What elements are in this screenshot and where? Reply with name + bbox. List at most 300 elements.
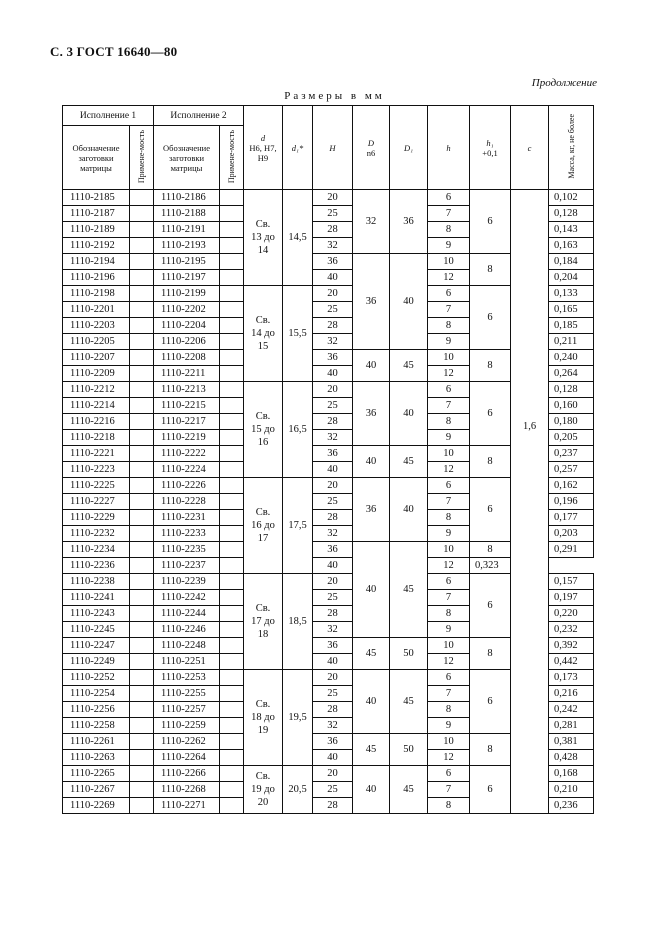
D1-cell: 40 [390,254,428,350]
H-cell: 20 [313,766,353,782]
h1-cell: 8 [470,734,511,766]
v2-applicability [220,382,244,398]
v1-designation: 1110-2189 [63,222,130,238]
mass-cell: 0,236 [549,798,594,814]
v2-applicability [220,366,244,382]
v1-designation: 1110-2218 [63,430,130,446]
H-cell: 36 [313,734,353,750]
d1-cell: 17,5 [283,478,313,574]
v1-applicability [130,238,154,254]
version2-header: Исполнение 2 [154,106,244,126]
v2-designation: 1110-2251 [154,654,220,670]
v2-applicability [220,638,244,654]
v2-designation: 1110-2242 [154,590,220,606]
d-range-cell: Св. 14 до 15 [244,286,283,382]
mass-cell: 0,216 [549,686,594,702]
d1-cell: 18,5 [283,574,313,670]
v1-applicability [130,766,154,782]
h1-cell: 6 [470,382,511,446]
v1-applicability [130,558,154,574]
mass-cell: 0,197 [549,590,594,606]
H-cell: 32 [313,334,353,350]
v1-applicability [130,526,154,542]
v2-designation: 1110-2188 [154,206,220,222]
d-header: d Н6, Н7, Н9 [244,106,283,190]
v1-applicability [130,702,154,718]
mass-cell: 0,291 [549,542,594,558]
mass-cell: 0,157 [549,574,594,590]
mass-cell: 0,323 [470,558,511,574]
v2-applicability [220,782,244,798]
v2-applicability [220,286,244,302]
v2-designation: 1110-2213 [154,382,220,398]
v2-applicability [220,254,244,270]
v2-designation: 1110-2193 [154,238,220,254]
D-cell: 32 [353,190,390,254]
v1-designation: 1110-2267 [63,782,130,798]
v1-applicability [130,718,154,734]
v1-applicability [130,638,154,654]
h1-cell: 6 [470,574,511,638]
v2-applicability [220,622,244,638]
h-cell: 6 [428,574,470,590]
v1-applicability [130,286,154,302]
h1-cell: 6 [470,190,511,254]
v1-designation: 1110-2229 [63,510,130,526]
v1-applicability [130,334,154,350]
mass-cell: 0,381 [549,734,594,750]
H-cell: 20 [313,574,353,590]
D1-cell: 50 [390,638,428,670]
h-cell: 7 [428,398,470,414]
v2-applicability [220,238,244,254]
H-cell: 25 [313,398,353,414]
H-cell: 28 [313,798,353,814]
v1-designation: 1110-2249 [63,654,130,670]
v1-designation: 1110-2236 [63,558,130,574]
v2-designation: 1110-2204 [154,318,220,334]
mass-cell: 0,240 [549,350,594,366]
v2-applicability [220,718,244,734]
v2-designation: 1110-2255 [154,686,220,702]
v1-applicability [130,462,154,478]
H-cell: 28 [313,510,353,526]
table-row [63,190,594,206]
h1-cell: 8 [470,542,511,558]
mass-cell: 0,281 [549,718,594,734]
H-cell: 28 [313,606,353,622]
v1-designation: 1110-2214 [63,398,130,414]
mass-cell: 0,428 [549,750,594,766]
v1-applicability [130,574,154,590]
v2-designation: 1110-2195 [154,254,220,270]
v1-applicability [130,302,154,318]
v2-applicability [220,654,244,670]
v1-applicability [130,670,154,686]
v1-applicability [130,782,154,798]
v2-designation: 1110-2259 [154,718,220,734]
v1-designation: 1110-2261 [63,734,130,750]
d1-header: d₁* [283,106,313,190]
v2-designation: 1110-2197 [154,270,220,286]
h-cell: 12 [428,654,470,670]
v2-designation: 1110-2264 [154,750,220,766]
v2-applicability [220,206,244,222]
mass-cell: 0,442 [549,654,594,670]
v1-designation: 1110-2263 [63,750,130,766]
v1-designation: 1110-2225 [63,478,130,494]
v2-applicability [220,686,244,702]
H-cell: 32 [313,430,353,446]
v1-applicability [130,254,154,270]
c-header: c [511,106,549,190]
v1-designation: 1110-2265 [63,766,130,782]
v2-designation: 1110-2206 [154,334,220,350]
H-cell: 36 [313,254,353,270]
mass-cell: 0,160 [549,398,594,414]
H-cell: 28 [313,414,353,430]
D-cell: 40 [353,350,390,382]
h-cell: 10 [428,254,470,270]
mass-cell: 0,203 [549,526,594,542]
D-cell: 36 [353,478,390,542]
h-cell: 12 [428,750,470,766]
H-cell: 32 [313,622,353,638]
v2-applicability [220,414,244,430]
h-cell: 12 [428,462,470,478]
h1-cell: 6 [470,766,511,814]
v1-designation: 1110-2196 [63,270,130,286]
h-cell: 10 [428,734,470,750]
D-header: D n6 [353,106,390,190]
v2-applicability [220,270,244,286]
v2-applicability [220,318,244,334]
mass-cell: 0,196 [549,494,594,510]
H-cell: 25 [313,782,353,798]
D1-cell: 40 [390,478,428,542]
h-cell: 6 [428,286,470,302]
v2-applicability [220,798,244,814]
d-range-cell: Св. 15 до 16 [244,382,283,478]
v1-designation: 1110-2269 [63,798,130,814]
v2-applicability [220,430,244,446]
H-cell: 40 [313,654,353,670]
v1-designation: 1110-2212 [63,382,130,398]
h-cell: 6 [428,670,470,686]
v2-designation: 1110-2219 [154,430,220,446]
h1-cell: 8 [470,446,511,478]
v1-designation: 1110-2245 [63,622,130,638]
v1-applicability [130,590,154,606]
mass-cell: 0,168 [549,766,594,782]
v1-applicability [130,206,154,222]
v1-designation: 1110-2252 [63,670,130,686]
d-range-cell: Св. 17 до 18 [244,574,283,670]
v2-designation: 1110-2226 [154,478,220,494]
v1-applicability [130,430,154,446]
v1-designation: 1110-2254 [63,686,130,702]
H-cell: 20 [313,382,353,398]
H-header: H [313,106,353,190]
H-cell: 40 [313,462,353,478]
mass-cell: 0,210 [549,782,594,798]
v1-applicability [130,686,154,702]
h1-header: h₁ +0,1 [470,106,511,190]
v2-applicability [220,526,244,542]
v1-designation: 1110-2209 [63,366,130,382]
mass-cell: 0,205 [549,430,594,446]
D1-cell: 45 [390,542,428,638]
H-cell: 25 [313,206,353,222]
v2-designation: 1110-2239 [154,574,220,590]
designation-v1-header: Обозначение заготовки матрицы [63,126,130,190]
D1-cell: 45 [390,766,428,814]
h1-cell: 8 [470,638,511,670]
D1-cell: 40 [390,382,428,446]
v2-designation: 1110-2224 [154,462,220,478]
v1-designation: 1110-2216 [63,414,130,430]
v1-designation: 1110-2201 [63,302,130,318]
v2-designation: 1110-2253 [154,670,220,686]
v1-designation: 1110-2243 [63,606,130,622]
h-cell: 8 [428,510,470,526]
version1-header: Исполнение 1 [63,106,154,126]
H-cell: 32 [313,238,353,254]
D1-cell: 45 [390,446,428,478]
h-cell: 6 [428,766,470,782]
dimensions-note: Размеры в мм [284,90,385,102]
v2-applicability [220,702,244,718]
H-cell: 36 [313,446,353,462]
v2-designation: 1110-2208 [154,350,220,366]
h1-cell: 6 [470,478,511,542]
mass-cell: 0,163 [549,238,594,254]
H-cell: 36 [313,542,353,558]
h-cell: 10 [428,638,470,654]
mass-cell: 0,128 [549,206,594,222]
D-cell: 45 [353,734,390,766]
h-cell: 8 [428,702,470,718]
h-cell: 7 [428,494,470,510]
h-cell: 7 [428,782,470,798]
d1-cell: 19,5 [283,670,313,766]
h-cell: 10 [428,542,470,558]
v1-applicability [130,222,154,238]
v2-designation: 1110-2257 [154,702,220,718]
v1-applicability [130,382,154,398]
H-cell: 40 [313,366,353,382]
mass-header: Масса, кг, не более [549,106,594,190]
h-cell: 8 [428,606,470,622]
d1-cell: 20,5 [283,766,313,814]
dimensions-table [62,105,594,814]
v2-applicability [220,574,244,590]
H-cell: 28 [313,318,353,334]
h-cell: 10 [428,446,470,462]
H-cell: 25 [313,494,353,510]
v1-designation: 1110-2207 [63,350,130,366]
v1-applicability [130,750,154,766]
v1-designation: 1110-2247 [63,638,130,654]
d-range-cell: Св. 13 до 14 [244,190,283,286]
v2-designation: 1110-2235 [154,542,220,558]
v1-applicability [130,190,154,206]
h-cell: 12 [428,366,470,382]
v2-applicability [220,542,244,558]
h-cell: 8 [428,414,470,430]
h1-cell: 8 [470,350,511,382]
D1-cell: 50 [390,734,428,766]
v2-applicability [220,510,244,526]
v1-applicability [130,654,154,670]
v2-applicability [220,590,244,606]
v2-applicability [220,446,244,462]
v1-designation: 1110-2205 [63,334,130,350]
v2-designation: 1110-2222 [154,446,220,462]
v1-designation: 1110-2223 [63,462,130,478]
v2-designation: 1110-2246 [154,622,220,638]
D-cell: 40 [353,446,390,478]
H-cell: 25 [313,686,353,702]
designation-v2-header: Обозначение заготовки матрицы [154,126,220,190]
c-cell: 1,6 [511,190,549,814]
H-cell: 40 [313,750,353,766]
v2-designation: 1110-2268 [154,782,220,798]
d-range-cell: Св. 18 до 19 [244,670,283,766]
mass-cell: 0,242 [549,702,594,718]
H-cell: 36 [313,638,353,654]
v2-applicability [220,606,244,622]
h-cell: 6 [428,478,470,494]
v1-applicability [130,798,154,814]
v2-designation: 1110-2186 [154,190,220,206]
H-cell: 28 [313,222,353,238]
v1-designation: 1110-2227 [63,494,130,510]
h-cell: 8 [428,222,470,238]
h-cell: 8 [428,798,470,814]
H-cell: 28 [313,702,353,718]
v1-applicability [130,446,154,462]
H-cell: 40 [313,558,353,574]
mass-cell: 0,128 [549,382,594,398]
v2-designation: 1110-2266 [154,766,220,782]
v2-designation: 1110-2202 [154,302,220,318]
v2-designation: 1110-2248 [154,638,220,654]
v2-designation: 1110-2271 [154,798,220,814]
D1-cell: 45 [390,670,428,734]
d-range-cell: Св. 19 до 20 [244,766,283,814]
H-cell: 36 [313,350,353,366]
v1-designation: 1110-2232 [63,526,130,542]
mass-cell: 0,220 [549,606,594,622]
v2-designation: 1110-2228 [154,494,220,510]
d-range-cell: Св. 16 до 17 [244,478,283,574]
h-cell: 7 [428,590,470,606]
v2-designation: 1110-2199 [154,286,220,302]
v1-applicability [130,734,154,750]
v2-applicability [220,190,244,206]
v1-designation: 1110-2221 [63,446,130,462]
v2-applicability [220,734,244,750]
v1-designation: 1110-2241 [63,590,130,606]
h-cell: 9 [428,334,470,350]
mass-cell: 0,143 [549,222,594,238]
applicability-v2-header: Примене-мость [220,126,244,190]
v2-designation: 1110-2237 [154,558,220,574]
v2-applicability [220,494,244,510]
v2-designation: 1110-2215 [154,398,220,414]
mass-cell: 0,184 [549,254,594,270]
mass-cell: 0,392 [549,638,594,654]
H-cell: 25 [313,302,353,318]
v1-applicability [130,414,154,430]
mass-cell: 0,257 [549,462,594,478]
D1-header: D₁ [390,106,428,190]
h-cell: 9 [428,718,470,734]
d1-cell: 14,5 [283,190,313,286]
h1-cell: 6 [470,670,511,734]
h-cell: 9 [428,622,470,638]
v2-applicability [220,398,244,414]
H-cell: 32 [313,526,353,542]
h-header: h [428,106,470,190]
v2-applicability [220,222,244,238]
D-cell: 45 [353,638,390,670]
v2-designation: 1110-2191 [154,222,220,238]
h1-cell: 6 [470,286,511,350]
mass-cell: 0,177 [549,510,594,526]
v2-applicability [220,302,244,318]
h-cell: 9 [428,430,470,446]
v2-applicability [220,558,244,574]
h-cell: 8 [428,318,470,334]
v1-applicability [130,542,154,558]
v1-designation: 1110-2256 [63,702,130,718]
v2-designation: 1110-2244 [154,606,220,622]
v2-applicability [220,670,244,686]
v1-applicability [130,398,154,414]
h-cell: 6 [428,382,470,398]
v1-designation: 1110-2234 [63,542,130,558]
h-cell: 9 [428,238,470,254]
v1-applicability [130,366,154,382]
v1-applicability [130,510,154,526]
h-cell: 6 [428,190,470,206]
mass-cell: 0,237 [549,446,594,462]
v1-designation: 1110-2192 [63,238,130,254]
v2-designation: 1110-2233 [154,526,220,542]
page-header: С. 3 ГОСТ 16640—80 [50,44,178,59]
v1-designation: 1110-2194 [63,254,130,270]
v1-designation: 1110-2238 [63,574,130,590]
v1-applicability [130,494,154,510]
H-cell: 20 [313,190,353,206]
mass-cell: 0,173 [549,670,594,686]
v2-applicability [220,334,244,350]
D1-cell: 36 [390,190,428,254]
mass-cell: 0,232 [549,622,594,638]
h-cell: 7 [428,686,470,702]
H-cell: 20 [313,670,353,686]
applicability-v1-header: Примене-мость [130,126,154,190]
mass-cell: 0,185 [549,318,594,334]
mass-cell: 0,264 [549,366,594,382]
v1-designation: 1110-2187 [63,206,130,222]
mass-cell: 0,102 [549,190,594,206]
v2-applicability [220,478,244,494]
h1-cell: 8 [470,254,511,286]
mass-cell: 0,165 [549,302,594,318]
